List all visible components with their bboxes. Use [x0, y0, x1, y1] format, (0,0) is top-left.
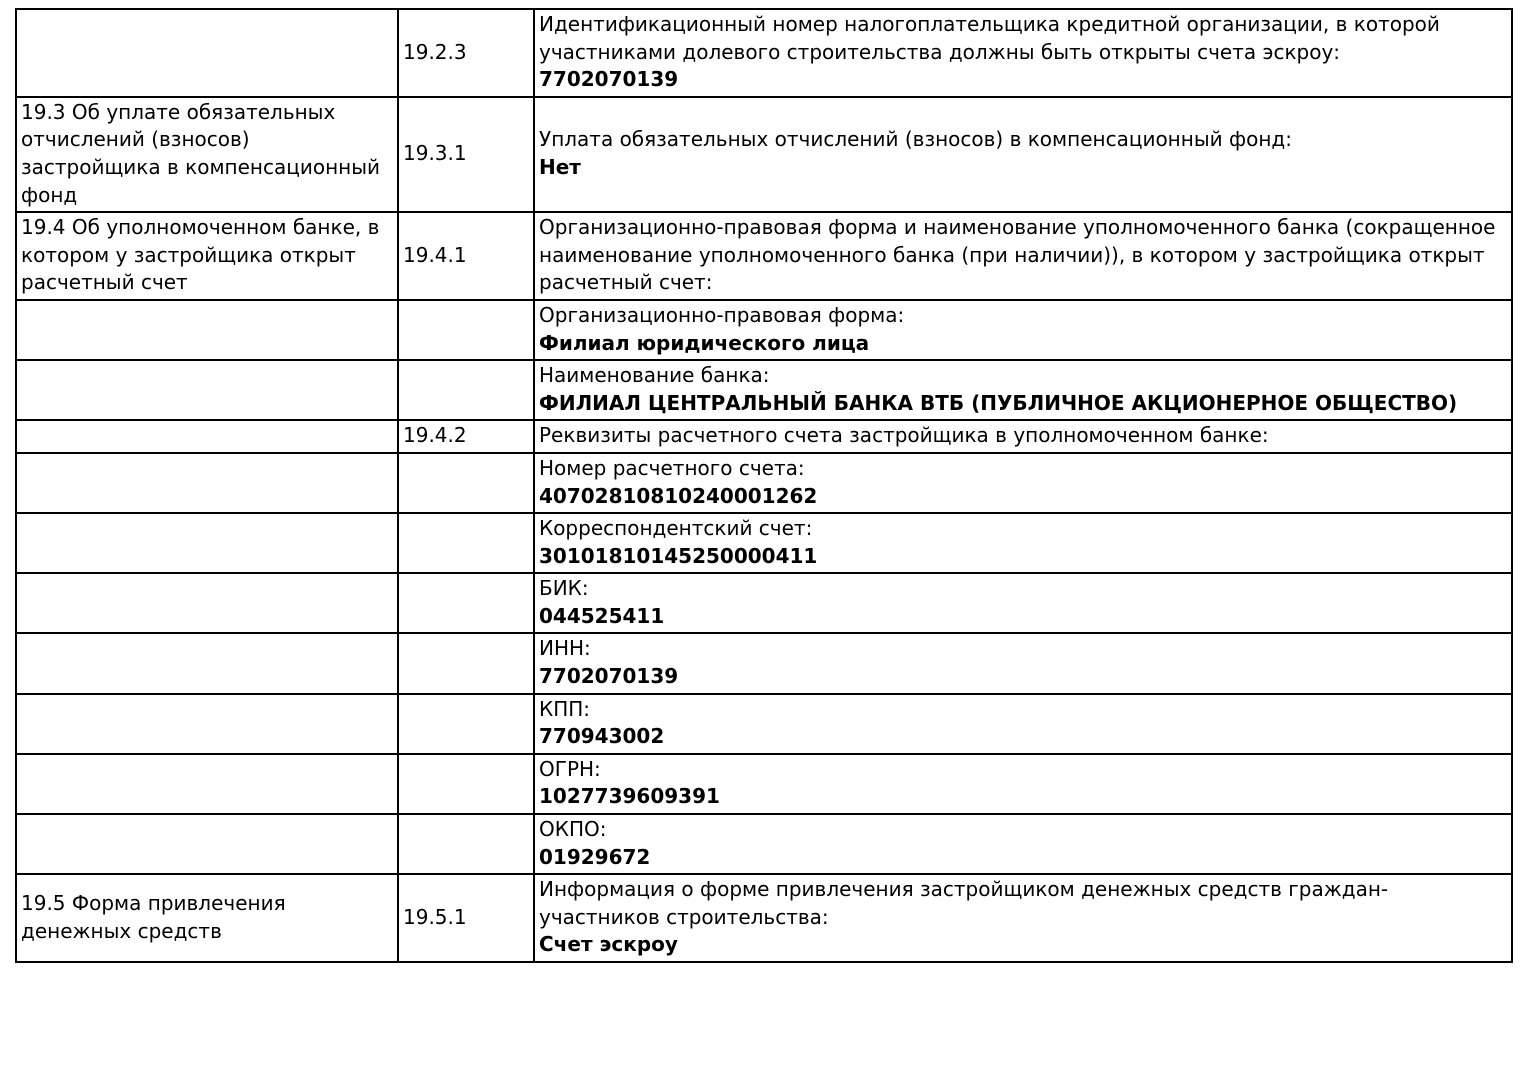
field-label: ИНН:	[539, 636, 591, 661]
table-row	[16, 97, 1512, 212]
content-cell	[534, 453, 1512, 513]
field-label: Организационно-правовая форма и наименование уполномоченного банка (сокращенное наименование уполномоченного банка (при наличии)), в котором у застройщика открыт расчетный счет:	[539, 215, 1496, 295]
content-cell	[534, 573, 1512, 633]
field-value: Филиал юридического лица	[539, 330, 870, 355]
content-cell	[534, 360, 1512, 420]
content-cell	[534, 874, 1512, 962]
section-cell	[16, 9, 398, 97]
section-cell	[16, 360, 398, 420]
section-cell	[16, 513, 398, 573]
field-value: 7702070139	[539, 67, 679, 92]
table-row	[16, 212, 1512, 300]
code-cell	[398, 694, 534, 754]
content-cell	[534, 513, 1512, 573]
field-label: Номер расчетного счета:	[539, 455, 805, 480]
table-row	[16, 360, 1512, 420]
table-row	[16, 694, 1512, 754]
field-label: Наименование банка:	[539, 363, 770, 388]
code-cell	[398, 633, 534, 693]
field-label: Корреспондентский счет:	[539, 516, 813, 541]
declaration-table	[15, 8, 1513, 963]
field-value: 40702810810240001262	[539, 483, 818, 508]
section-cell: 19.4 Об уполномоченном банке, в котором у застройщика открыт расчетный счет	[16, 212, 398, 300]
table-row	[16, 874, 1512, 962]
field-label: БИК:	[539, 576, 589, 601]
content-cell	[534, 694, 1512, 754]
section-cell	[16, 300, 398, 360]
section-cell	[16, 633, 398, 693]
field-value: Счет эскроу	[539, 932, 678, 957]
field-value: 770943002	[539, 724, 665, 749]
section-cell	[16, 573, 398, 633]
field-label: КПП:	[539, 696, 591, 721]
content-cell	[534, 97, 1512, 212]
content-cell	[534, 420, 1512, 453]
field-label: Организационно-правовая форма:	[539, 302, 905, 327]
content-cell	[534, 754, 1512, 814]
table-row	[16, 513, 1512, 573]
field-label: ОКПО:	[539, 817, 607, 842]
code-cell: 19.3.1	[398, 97, 534, 212]
field-value: 1027739609391	[539, 784, 720, 809]
declaration-table-body	[16, 9, 1512, 962]
field-value: 30101810145250000411	[539, 543, 818, 568]
table-row	[16, 573, 1512, 633]
code-cell	[398, 513, 534, 573]
table-row	[16, 754, 1512, 814]
section-cell	[16, 814, 398, 874]
section-cell	[16, 754, 398, 814]
code-cell	[398, 814, 534, 874]
content-cell	[534, 9, 1512, 97]
table-row	[16, 420, 1512, 453]
content-cell	[534, 814, 1512, 874]
content-cell	[534, 212, 1512, 300]
table-row	[16, 633, 1512, 693]
field-label: Идентификационный номер налогоплательщика кредитной организации, в которой участниками долевого строительства должны быть открыты счета эскроу:	[539, 12, 1440, 64]
section-cell: 19.3 Об уплате обязательных отчислений (взносов) застройщика в компенсационный фонд	[16, 97, 398, 212]
code-cell: 19.4.1	[398, 212, 534, 300]
section-cell	[16, 694, 398, 754]
field-value: ФИЛИАЛ ЦЕНТРАЛЬНЫЙ БАНКА ВТБ (ПУБЛИЧНОЕ АКЦИОНЕРНОЕ ОБЩЕСТВО)	[539, 390, 1458, 415]
code-cell	[398, 754, 534, 814]
field-label: ОГРН:	[539, 756, 601, 781]
section-cell	[16, 453, 398, 513]
table-row	[16, 9, 1512, 97]
field-value: Нет	[539, 154, 581, 179]
content-cell	[534, 300, 1512, 360]
section-cell: 19.5 Форма привлечения денежных средств	[16, 874, 398, 962]
code-cell: 19.4.2	[398, 420, 534, 453]
table-row	[16, 453, 1512, 513]
code-cell: 19.5.1	[398, 874, 534, 962]
field-value: 01929672	[539, 844, 651, 869]
field-label: Информация о форме привлечения застройщиком денежных средств граждан-участников строительства:	[539, 877, 1389, 929]
code-cell	[398, 360, 534, 420]
code-cell	[398, 300, 534, 360]
code-cell	[398, 573, 534, 633]
field-label: Уплата обязательных отчислений (взносов) в компенсационный фонд:	[539, 127, 1292, 152]
table-row	[16, 814, 1512, 874]
table-row	[16, 300, 1512, 360]
content-cell	[534, 633, 1512, 693]
code-cell	[398, 453, 534, 513]
field-value: 044525411	[539, 603, 665, 628]
field-value: 7702070139	[539, 664, 679, 689]
code-cell: 19.2.3	[398, 9, 534, 97]
field-label: Реквизиты расчетного счета застройщика в уполномоченном банке:	[539, 423, 1269, 448]
section-cell	[16, 420, 398, 453]
